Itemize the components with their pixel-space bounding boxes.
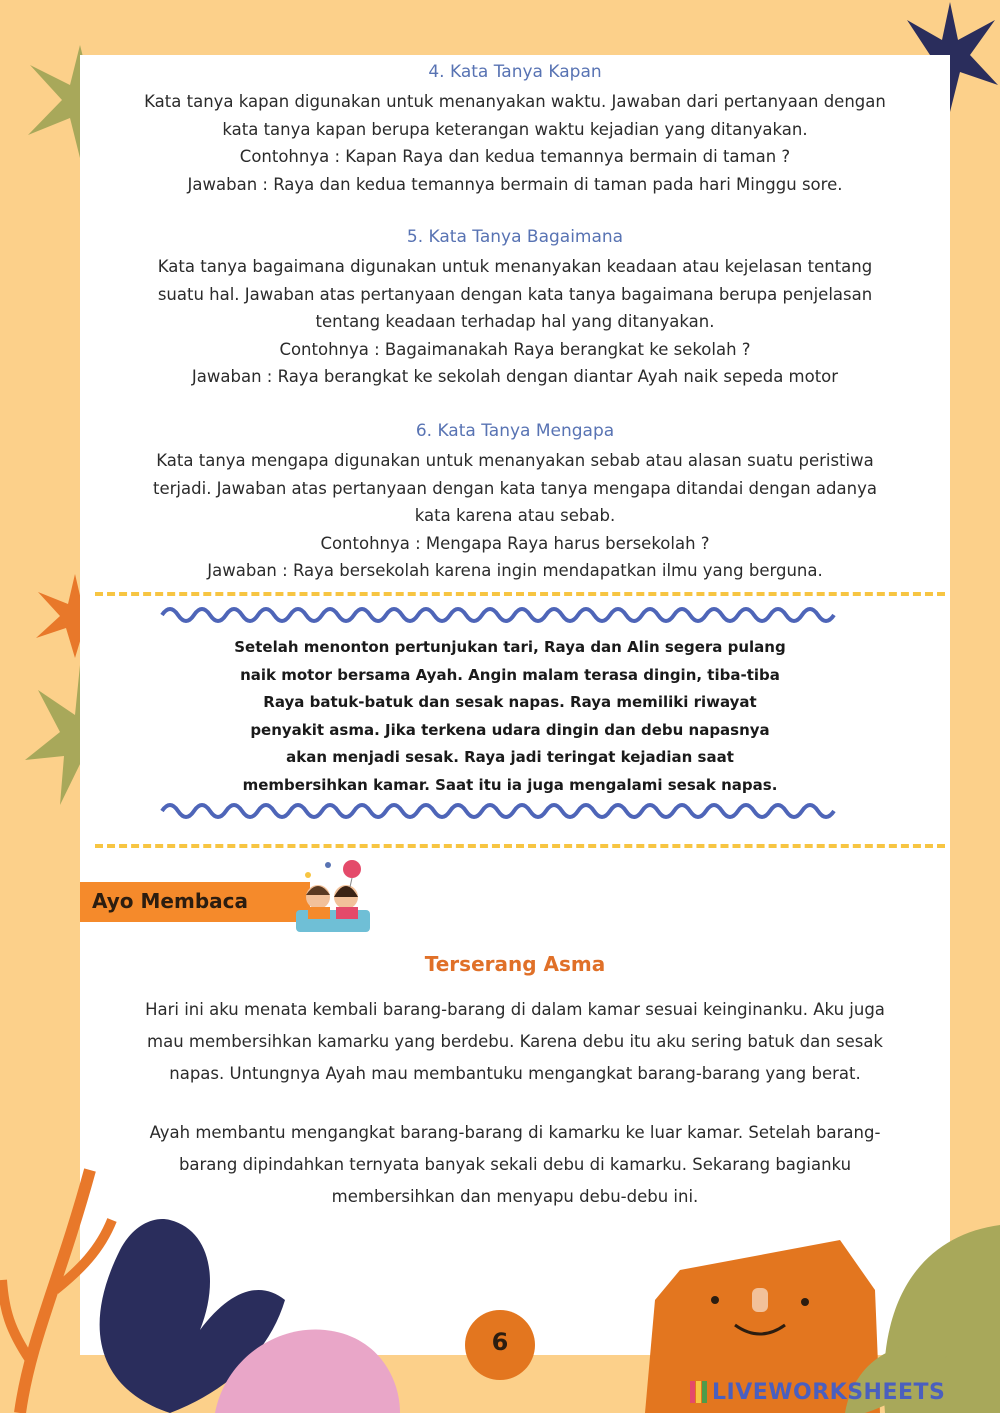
body-line: kata tanya kapan berupa keterangan waktu kejadian yang ditanyakan.: [222, 119, 808, 139]
answer-line: Jawaban : Raya berangkat ke sekolah dengan diantar Ayah naik sepeda motor: [191, 367, 839, 386]
wavy-line-decoration: [160, 604, 850, 626]
liveworksheets-logo-icon: [690, 1381, 708, 1403]
story-line: naik motor bersama Ayah. Angin malam terasa dingin, tiba-tiba: [240, 665, 780, 684]
reading-line: barang dipindahkan ternyata banyak sekali debu di kamarku. Sekarang bagianku: [178, 1155, 852, 1174]
story-box: [200, 634, 820, 799]
section-body: [100, 253, 930, 391]
page-number: 6: [491, 1328, 509, 1356]
example-line: Contohnya : Mengapa Raya harus bersekolah ?: [320, 533, 710, 553]
story-line: penyakit asma. Jika terkena udara dingin dan debu napasnya: [250, 720, 770, 739]
section-body: [100, 88, 930, 198]
story-line: membersihkan kamar. Saat itu ia juga mengalami sesak napas.: [242, 775, 778, 794]
pink-leaf-icon: [205, 1320, 405, 1413]
wavy-line-decoration: [160, 800, 850, 822]
reading-line: Hari ini aku menata kembali barang-barang di dalam kamar sesuai keinginanku. Aku juga: [145, 1000, 885, 1019]
dashed-divider: [95, 844, 945, 848]
body-line: Kata tanya bagaimana digunakan untuk menanyakan keadaan atau kejelasan tentang: [157, 257, 873, 276]
body-line: suatu hal. Jawaban atas pertanyaan dengan kata tanya bagaimana berupa penjelasan: [157, 284, 873, 304]
body-line: Kata tanya kapan digunakan untuk menanyakan waktu. Jawaban dari pertanyaan dengan: [144, 92, 886, 111]
story-line: Setelah menonton pertunjukan tari, Raya dan Alin segera pulang: [234, 638, 786, 656]
reading-children-illustration-icon: [288, 855, 378, 940]
reading-title: Terserang Asma: [424, 952, 606, 976]
story-line: Raya batuk-batuk dan sesak napas. Raya memiliki riwayat: [263, 693, 757, 711]
answer-line: Jawaban : Raya bersekolah karena ingin mendapatkan ilmu yang berguna.: [207, 561, 823, 580]
section-title: 6. Kata Tanya Mengapa: [415, 421, 615, 441]
body-line: tentang keadaan terhadap hal yang ditanyakan.: [315, 312, 715, 331]
example-line: Contohnya : Kapan Raya dan kedua temannya bermain di taman ?: [239, 147, 791, 166]
answer-line: Jawaban : Raya dan kedua temannya bermain di taman pada hari Minggu sore.: [187, 174, 843, 194]
reading-paragraph: [100, 994, 930, 1090]
reading-line: mau membersihkan kamarku yang berdebu. Karena debu itu aku sering batuk dan sesak: [147, 1032, 883, 1051]
reading-line: napas. Untungnya Ayah mau membantuku mengangkat barang-barang yang berat.: [169, 1064, 861, 1083]
body-line: kata karena atau sebab.: [414, 506, 616, 525]
story-line: akan menjadi sesak. Raya jadi teringat kejadian saat: [286, 748, 734, 766]
section-body: [100, 447, 930, 585]
example-line: Contohnya : Bagaimanakah Raya berangkat ke sekolah ?: [279, 339, 751, 359]
watermark-text: LIVEWORKSHEETS: [712, 1380, 946, 1405]
reading-paragraph: [100, 1117, 930, 1213]
reading-line: Ayah membantu mengangkat barang-barang di kamarku ke luar kamar. Setelah barang-: [149, 1123, 881, 1142]
body-line: Kata tanya mengapa digunakan untuk menanyakan sebab atau alasan suatu peristiwa: [156, 451, 874, 470]
section-title: 5. Kata Tanya Bagaimana: [406, 227, 624, 247]
dashed-divider: [95, 592, 945, 596]
banner-label: Ayo Membaca: [92, 889, 248, 913]
section-title: 4. Kata Tanya Kapan: [428, 62, 602, 82]
reading-line: membersihkan dan menyapu debu-debu ini.: [331, 1187, 699, 1206]
body-line: terjadi. Jawaban atas pertanyaan dengan kata tanya mengapa ditandai dengan adanya: [153, 478, 877, 498]
